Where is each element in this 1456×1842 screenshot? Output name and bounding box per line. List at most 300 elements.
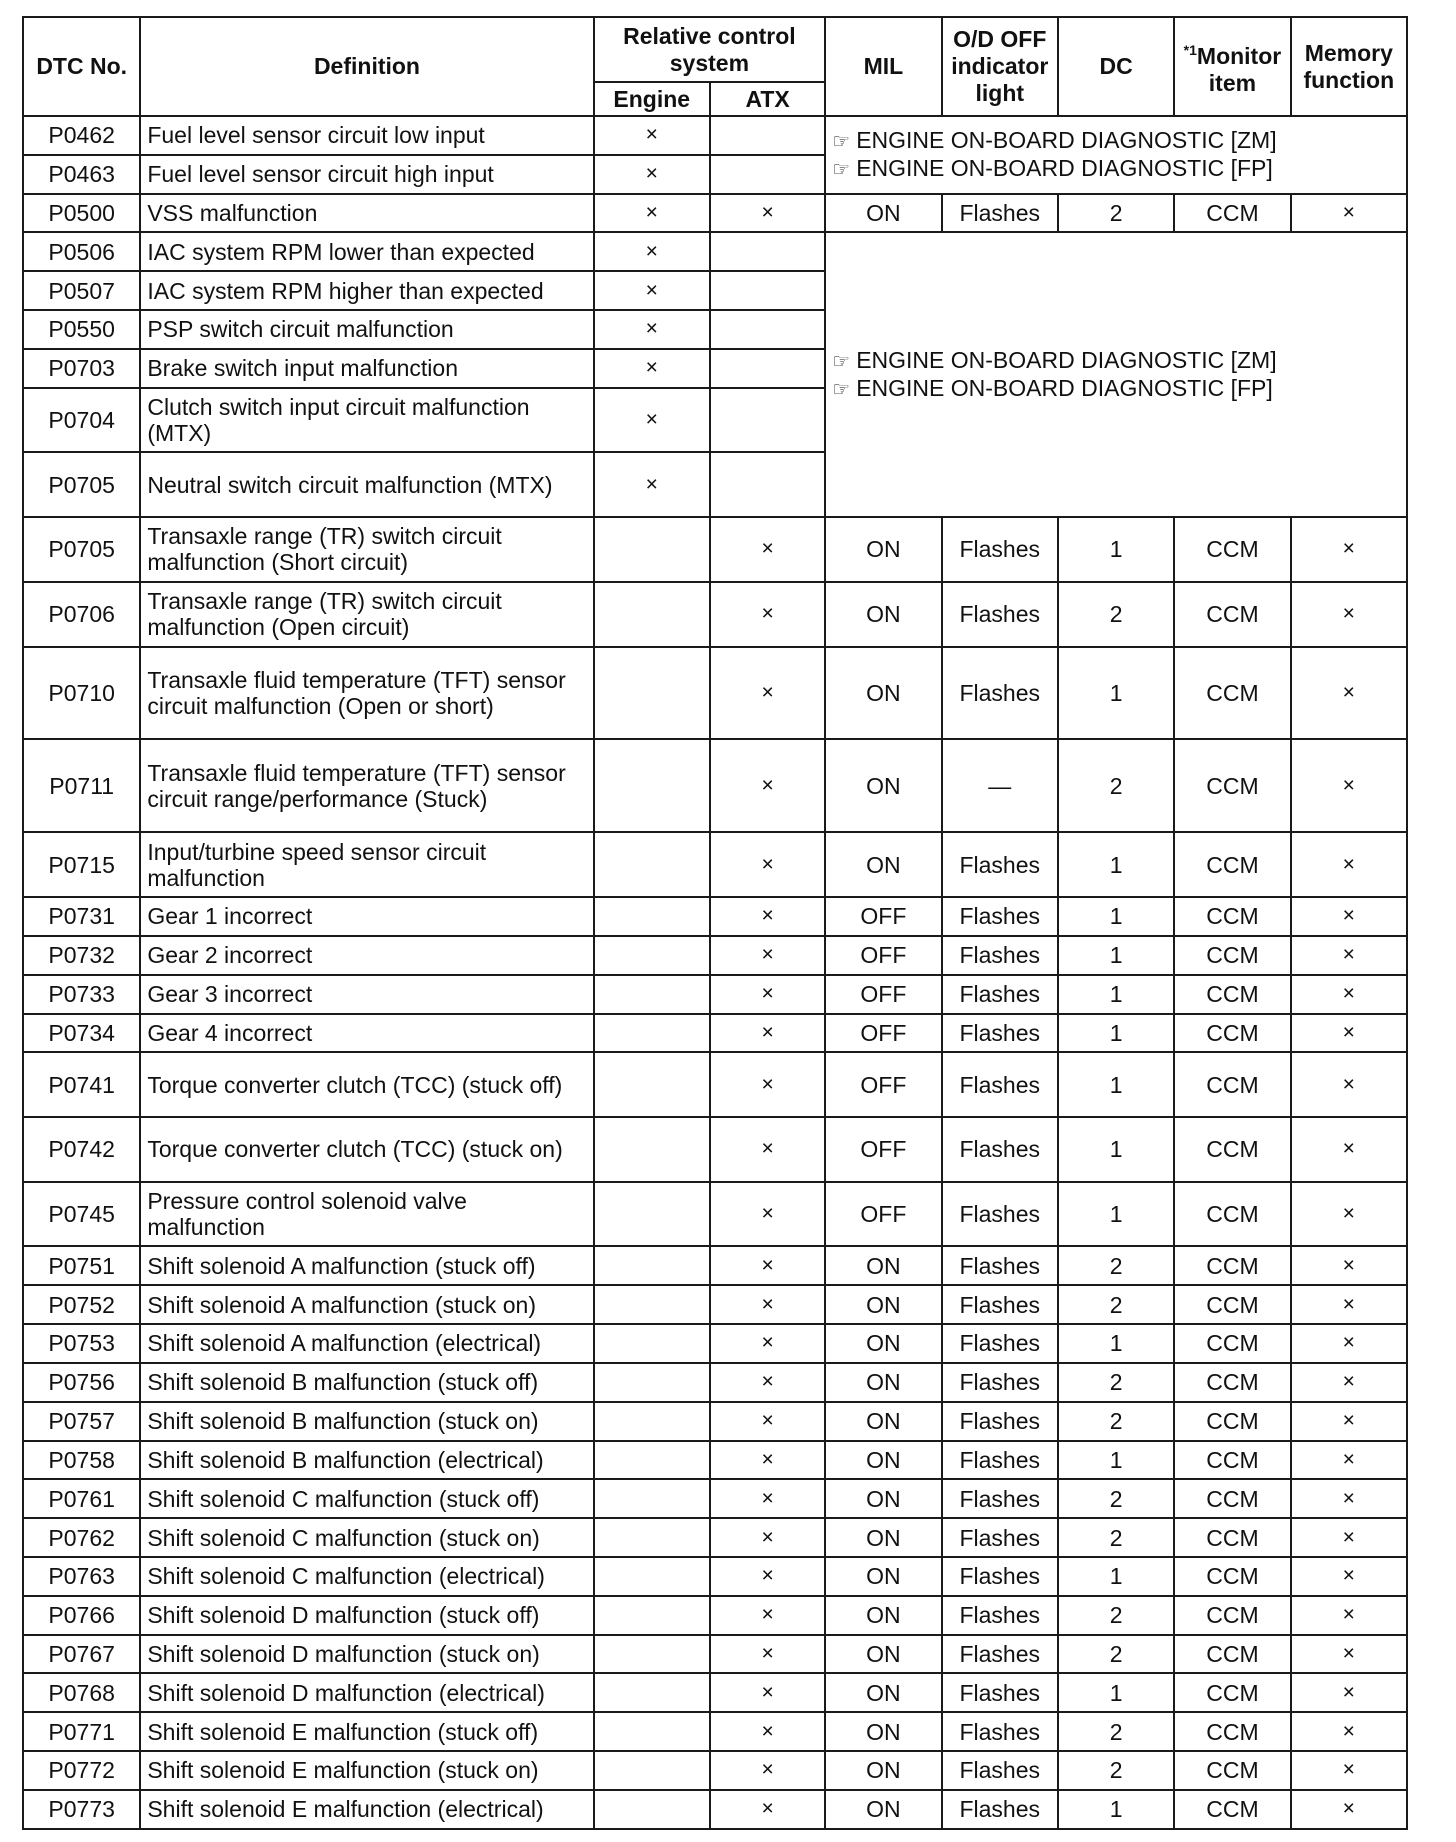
engine-mark-cell: × xyxy=(594,271,710,310)
engine-mark-cell xyxy=(594,582,710,647)
definition-cell: Transaxle fluid temperature (TFT) sensor circuit range/performance (Stuck) xyxy=(140,739,593,832)
mil-cell: OFF xyxy=(825,897,941,936)
dtc-code-cell: P0732 xyxy=(23,936,140,975)
atx-mark-cell: × xyxy=(710,194,825,233)
dtc-code-cell: P0715 xyxy=(23,832,140,897)
reference-text-fp: ENGINE ON-BOARD DIAGNOSTIC [FP] xyxy=(856,374,1273,401)
dtc-code-cell: P0706 xyxy=(23,582,140,647)
od-off-light-cell: Flashes xyxy=(942,1712,1058,1751)
engine-mark-cell xyxy=(594,936,710,975)
monitor-item-cell: CCM xyxy=(1174,897,1290,936)
atx-mark-cell xyxy=(710,388,825,453)
table-header xyxy=(23,17,1407,116)
engine-mark-cell xyxy=(594,1402,710,1441)
definition-cell: Transaxle fluid temperature (TFT) sensor circuit malfunction (Open or short) xyxy=(140,647,593,740)
atx-mark-cell xyxy=(710,116,825,155)
atx-mark-cell: × xyxy=(710,832,825,897)
od-off-light-cell: Flashes xyxy=(942,1479,1058,1518)
dc-cell: 2 xyxy=(1058,1518,1174,1557)
table-row xyxy=(23,517,1407,582)
dtc-code-cell: P0734 xyxy=(23,1014,140,1053)
monitor-item-cell: CCM xyxy=(1174,1246,1290,1285)
dc-cell: 1 xyxy=(1058,1441,1174,1480)
reference-text-zm: ENGINE ON-BOARD DIAGNOSTIC [ZM] xyxy=(856,346,1277,373)
table-row xyxy=(23,1712,1407,1751)
table-row xyxy=(23,1673,1407,1712)
memory-function-cell: × xyxy=(1291,1246,1407,1285)
dtc-code-cell: P0705 xyxy=(23,517,140,582)
header-definition: Definition xyxy=(140,17,593,116)
od-off-light-cell: Flashes xyxy=(942,1324,1058,1363)
memory-function-cell: × xyxy=(1291,975,1407,1014)
header-dc: DC xyxy=(1058,17,1174,116)
memory-function-cell: × xyxy=(1291,1285,1407,1324)
table-row xyxy=(23,897,1407,936)
memory-function-cell: × xyxy=(1291,1402,1407,1441)
od-off-light-cell: Flashes xyxy=(942,1246,1058,1285)
engine-mark-cell: × xyxy=(594,349,710,388)
definition-cell: Neutral switch circuit malfunction (MTX) xyxy=(140,452,593,517)
header-monitor-item-label: Monitor item xyxy=(1196,42,1282,96)
mil-cell: ON xyxy=(825,1557,941,1596)
atx-mark-cell: × xyxy=(710,975,825,1014)
dtc-code-cell: P0763 xyxy=(23,1557,140,1596)
atx-mark-cell: × xyxy=(710,1285,825,1324)
dtc-code-cell: P0768 xyxy=(23,1673,140,1712)
memory-function-cell: × xyxy=(1291,1673,1407,1712)
definition-cell: Shift solenoid B malfunction (stuck off) xyxy=(140,1363,593,1402)
atx-mark-cell: × xyxy=(710,1363,825,1402)
definition-cell: Brake switch input malfunction xyxy=(140,349,593,388)
dtc-code-cell: P0742 xyxy=(23,1117,140,1182)
dtc-code-cell: P0745 xyxy=(23,1182,140,1247)
header-engine: Engine xyxy=(594,82,710,116)
od-off-light-cell: Flashes xyxy=(942,1635,1058,1674)
monitor-item-cell: CCM xyxy=(1174,1790,1290,1829)
atx-mark-cell: × xyxy=(710,1246,825,1285)
table-row xyxy=(23,1479,1407,1518)
engine-mark-cell xyxy=(594,1117,710,1182)
header-mil: MIL xyxy=(825,17,941,116)
monitor-item-cell: CCM xyxy=(1174,517,1290,582)
atx-mark-cell: × xyxy=(710,936,825,975)
definition-cell: Shift solenoid E malfunction (stuck on) xyxy=(140,1751,593,1790)
dtc-code-cell: P0733 xyxy=(23,975,140,1014)
dc-cell: 2 xyxy=(1058,1246,1174,1285)
dtc-code-cell: P0711 xyxy=(23,739,140,832)
table-row xyxy=(23,1402,1407,1441)
dc-cell: 2 xyxy=(1058,1712,1174,1751)
od-off-light-cell: Flashes xyxy=(942,1014,1058,1053)
mil-cell: ON xyxy=(825,1673,941,1712)
engine-mark-cell xyxy=(594,1182,710,1247)
dtc-code-cell: P0550 xyxy=(23,310,140,349)
dtc-code-cell: P0462 xyxy=(23,116,140,155)
monitor-item-cell: CCM xyxy=(1174,1751,1290,1790)
memory-function-cell: × xyxy=(1291,194,1407,233)
atx-mark-cell: × xyxy=(710,1402,825,1441)
atx-mark-cell: × xyxy=(710,1751,825,1790)
mil-cell: ON xyxy=(825,1596,941,1635)
engine-diagnostic-reference xyxy=(825,116,1407,194)
od-off-light-cell: Flashes xyxy=(942,1052,1058,1117)
mil-cell: ON xyxy=(825,1712,941,1751)
definition-cell: IAC system RPM lower than expected xyxy=(140,232,593,271)
dtc-code-cell: P0463 xyxy=(23,155,140,194)
header-memory-function: Memory function xyxy=(1291,17,1407,116)
definition-cell: Shift solenoid B malfunction (stuck on) xyxy=(140,1402,593,1441)
od-off-light-cell: Flashes xyxy=(942,1790,1058,1829)
dc-cell: 1 xyxy=(1058,517,1174,582)
dc-cell: 1 xyxy=(1058,1790,1174,1829)
od-off-light-cell: Flashes xyxy=(942,1182,1058,1247)
header-relative-control-system: Relative control system xyxy=(594,17,826,82)
od-off-light-cell: Flashes xyxy=(942,832,1058,897)
dtc-code-cell: P0704 xyxy=(23,388,140,453)
atx-mark-cell: × xyxy=(710,739,825,832)
definition-cell: Shift solenoid E malfunction (electrical) xyxy=(140,1790,593,1829)
mil-cell: ON xyxy=(825,1751,941,1790)
monitor-item-cell: CCM xyxy=(1174,1182,1290,1247)
atx-mark-cell: × xyxy=(710,582,825,647)
dtc-code-cell: P0773 xyxy=(23,1790,140,1829)
dtc-code-cell: P0500 xyxy=(23,194,140,233)
reference-text-zm: ENGINE ON-BOARD DIAGNOSTIC [ZM] xyxy=(856,126,1277,153)
atx-mark-cell xyxy=(710,271,825,310)
od-off-light-cell: Flashes xyxy=(942,975,1058,1014)
table-row xyxy=(23,647,1407,740)
atx-mark-cell: × xyxy=(710,647,825,740)
table-row xyxy=(23,936,1407,975)
definition-cell: Fuel level sensor circuit high input xyxy=(140,155,593,194)
dc-cell: 1 xyxy=(1058,936,1174,975)
mil-cell: OFF xyxy=(825,1014,941,1053)
atx-mark-cell xyxy=(710,310,825,349)
table-row xyxy=(23,1363,1407,1402)
engine-mark-cell xyxy=(594,1635,710,1674)
od-off-light-cell: Flashes xyxy=(942,647,1058,740)
dc-cell: 1 xyxy=(1058,1324,1174,1363)
dtc-code-cell: P0771 xyxy=(23,1712,140,1751)
engine-mark-cell: × xyxy=(594,452,710,517)
pointing-hand-icon: ☞ xyxy=(832,130,851,153)
table-row xyxy=(23,1751,1407,1790)
atx-mark-cell: × xyxy=(710,1052,825,1117)
definition-cell: Clutch switch input circuit malfunction (MTX) xyxy=(140,388,593,453)
monitor-item-cell: CCM xyxy=(1174,1479,1290,1518)
definition-cell: PSP switch circuit malfunction xyxy=(140,310,593,349)
atx-mark-cell: × xyxy=(710,1673,825,1712)
definition-cell: Shift solenoid C malfunction (stuck on) xyxy=(140,1518,593,1557)
reference-text-fp: ENGINE ON-BOARD DIAGNOSTIC [FP] xyxy=(856,154,1273,181)
definition-cell: Shift solenoid B malfunction (electrical) xyxy=(140,1441,593,1480)
dc-cell: 2 xyxy=(1058,1751,1174,1790)
monitor-item-cell: CCM xyxy=(1174,1557,1290,1596)
table-row xyxy=(23,1441,1407,1480)
od-off-light-cell: Flashes xyxy=(942,1751,1058,1790)
definition-cell: Gear 2 incorrect xyxy=(140,936,593,975)
dtc-code-cell: P0758 xyxy=(23,1441,140,1480)
dtc-code-cell: P0766 xyxy=(23,1596,140,1635)
pointing-hand-icon: ☞ xyxy=(832,378,851,401)
engine-mark-cell xyxy=(594,1363,710,1402)
definition-cell: Torque converter clutch (TCC) (stuck on) xyxy=(140,1117,593,1182)
monitor-item-cell: CCM xyxy=(1174,1014,1290,1053)
mil-cell: ON xyxy=(825,1402,941,1441)
od-off-light-cell: Flashes xyxy=(942,1363,1058,1402)
dc-cell: 1 xyxy=(1058,1182,1174,1247)
memory-function-cell: × xyxy=(1291,832,1407,897)
table-row xyxy=(23,116,1407,155)
engine-mark-cell xyxy=(594,1246,710,1285)
engine-mark-cell: × xyxy=(594,388,710,453)
mil-cell: ON xyxy=(825,1441,941,1480)
engine-mark-cell xyxy=(594,1479,710,1518)
engine-mark-cell: × xyxy=(594,116,710,155)
memory-function-cell: × xyxy=(1291,1712,1407,1751)
mil-cell: ON xyxy=(825,582,941,647)
memory-function-cell: × xyxy=(1291,1751,1407,1790)
dtc-code-cell: P0741 xyxy=(23,1052,140,1117)
od-off-light-cell: Flashes xyxy=(942,1596,1058,1635)
mil-cell: ON xyxy=(825,1246,941,1285)
dtc-code-cell: P0767 xyxy=(23,1635,140,1674)
memory-function-cell: × xyxy=(1291,1014,1407,1053)
dc-cell: 1 xyxy=(1058,1052,1174,1117)
monitor-item-cell: CCM xyxy=(1174,1363,1290,1402)
memory-function-cell: × xyxy=(1291,517,1407,582)
od-off-light-cell: Flashes xyxy=(942,1673,1058,1712)
table-row xyxy=(23,1246,1407,1285)
table-row xyxy=(23,1285,1407,1324)
atx-mark-cell xyxy=(710,155,825,194)
dtc-code-cell: P0705 xyxy=(23,452,140,517)
od-off-light-cell: Flashes xyxy=(942,517,1058,582)
od-off-light-cell: Flashes xyxy=(942,1441,1058,1480)
definition-cell: Shift solenoid D malfunction (electrical) xyxy=(140,1673,593,1712)
header-atx: ATX xyxy=(710,82,825,116)
mil-cell: OFF xyxy=(825,1117,941,1182)
definition-cell: Transaxle range (TR) switch circuit malfunction (Open circuit) xyxy=(140,582,593,647)
engine-mark-cell: × xyxy=(594,232,710,271)
definition-cell: Pressure control solenoid valve malfunction xyxy=(140,1182,593,1247)
dc-cell: 2 xyxy=(1058,1479,1174,1518)
dc-cell: 2 xyxy=(1058,194,1174,233)
pointing-hand-icon: ☞ xyxy=(832,350,851,373)
mil-cell: ON xyxy=(825,1324,941,1363)
mil-cell: ON xyxy=(825,1635,941,1674)
monitor-item-cell: CCM xyxy=(1174,936,1290,975)
atx-mark-cell: × xyxy=(710,1635,825,1674)
atx-mark-cell: × xyxy=(710,1182,825,1247)
od-off-light-cell: Flashes xyxy=(942,1402,1058,1441)
engine-mark-cell: × xyxy=(594,155,710,194)
od-off-light-cell: Flashes xyxy=(942,1557,1058,1596)
table-row xyxy=(23,832,1407,897)
dc-cell: 2 xyxy=(1058,1363,1174,1402)
atx-mark-cell: × xyxy=(710,1712,825,1751)
table-row xyxy=(23,1518,1407,1557)
table-row xyxy=(23,1790,1407,1829)
atx-mark-cell: × xyxy=(710,897,825,936)
mil-cell: OFF xyxy=(825,1182,941,1247)
monitor-item-cell: CCM xyxy=(1174,647,1290,740)
mil-cell: ON xyxy=(825,832,941,897)
mil-cell: ON xyxy=(825,1285,941,1324)
od-off-light-cell: Flashes xyxy=(942,1117,1058,1182)
engine-mark-cell xyxy=(594,517,710,582)
memory-function-cell: × xyxy=(1291,1557,1407,1596)
definition-cell: Shift solenoid D malfunction (stuck on) xyxy=(140,1635,593,1674)
dtc-code-cell: P0757 xyxy=(23,1402,140,1441)
dtc-code-cell: P0507 xyxy=(23,271,140,310)
dc-cell: 1 xyxy=(1058,1117,1174,1182)
monitor-item-cell: CCM xyxy=(1174,975,1290,1014)
engine-mark-cell xyxy=(594,1557,710,1596)
atx-mark-cell: × xyxy=(710,1479,825,1518)
atx-mark-cell: × xyxy=(710,1518,825,1557)
dc-cell: 2 xyxy=(1058,1635,1174,1674)
table-row xyxy=(23,1557,1407,1596)
dtc-code-cell: P0753 xyxy=(23,1324,140,1363)
dtc-code-cell: P0752 xyxy=(23,1285,140,1324)
monitor-item-cell: CCM xyxy=(1174,1324,1290,1363)
table-row xyxy=(23,1596,1407,1635)
table-row xyxy=(23,1014,1407,1053)
definition-cell: Shift solenoid C malfunction (electrical) xyxy=(140,1557,593,1596)
memory-function-cell: × xyxy=(1291,936,1407,975)
header-monitor-item xyxy=(1174,17,1290,116)
monitor-item-cell: CCM xyxy=(1174,582,1290,647)
od-off-light-cell: Flashes xyxy=(942,897,1058,936)
atx-mark-cell: × xyxy=(710,1117,825,1182)
monitor-item-cell: CCM xyxy=(1174,1117,1290,1182)
dc-cell: 1 xyxy=(1058,975,1174,1014)
memory-function-cell: × xyxy=(1291,582,1407,647)
monitor-item-cell: CCM xyxy=(1174,1285,1290,1324)
definition-cell: Input/turbine speed sensor circuit malfunction xyxy=(140,832,593,897)
definition-cell: IAC system RPM higher than expected xyxy=(140,271,593,310)
dtc-code-cell: P0762 xyxy=(23,1518,140,1557)
monitor-item-cell: CCM xyxy=(1174,1441,1290,1480)
atx-mark-cell: × xyxy=(710,517,825,582)
monitor-item-cell: CCM xyxy=(1174,1673,1290,1712)
table-row xyxy=(23,1324,1407,1363)
monitor-item-cell: CCM xyxy=(1174,1635,1290,1674)
dtc-code-cell: P0756 xyxy=(23,1363,140,1402)
table-row xyxy=(23,1182,1407,1247)
memory-function-cell: × xyxy=(1291,1596,1407,1635)
dc-cell: 2 xyxy=(1058,1596,1174,1635)
definition-cell: Shift solenoid D malfunction (stuck off) xyxy=(140,1596,593,1635)
engine-mark-cell xyxy=(594,1790,710,1829)
engine-mark-cell xyxy=(594,1324,710,1363)
mil-cell: ON xyxy=(825,739,941,832)
definition-cell: Torque converter clutch (TCC) (stuck off) xyxy=(140,1052,593,1117)
engine-mark-cell xyxy=(594,1712,710,1751)
mil-cell: OFF xyxy=(825,975,941,1014)
engine-mark-cell xyxy=(594,1518,710,1557)
memory-function-cell: × xyxy=(1291,1117,1407,1182)
table-row xyxy=(23,1635,1407,1674)
mil-cell: OFF xyxy=(825,936,941,975)
dtc-table xyxy=(22,16,1408,1830)
dc-cell: 1 xyxy=(1058,832,1174,897)
od-off-light-cell: Flashes xyxy=(942,936,1058,975)
mil-cell: OFF xyxy=(825,1052,941,1117)
atx-mark-cell xyxy=(710,452,825,517)
mil-cell: ON xyxy=(825,517,941,582)
atx-mark-cell: × xyxy=(710,1014,825,1053)
od-off-light-cell: Flashes xyxy=(942,582,1058,647)
table-row xyxy=(23,1117,1407,1182)
header-dtc-no: DTC No. xyxy=(23,17,140,116)
memory-function-cell: × xyxy=(1291,1052,1407,1117)
memory-function-cell: × xyxy=(1291,1479,1407,1518)
memory-function-cell: × xyxy=(1291,1518,1407,1557)
memory-function-cell: × xyxy=(1291,1324,1407,1363)
od-off-light-cell: Flashes xyxy=(942,194,1058,233)
definition-cell: Shift solenoid A malfunction (stuck on) xyxy=(140,1285,593,1324)
mil-cell: ON xyxy=(825,1363,941,1402)
reference-link-zm[interactable] xyxy=(832,347,1400,375)
mil-cell: ON xyxy=(825,194,941,233)
memory-function-cell: × xyxy=(1291,739,1407,832)
dc-cell: 1 xyxy=(1058,897,1174,936)
atx-mark-cell: × xyxy=(710,1557,825,1596)
monitor-item-cell: CCM xyxy=(1174,1518,1290,1557)
engine-mark-cell xyxy=(594,647,710,740)
engine-diagnostic-reference xyxy=(825,232,1407,517)
definition-cell: Gear 4 incorrect xyxy=(140,1014,593,1053)
engine-mark-cell: × xyxy=(594,310,710,349)
engine-mark-cell xyxy=(594,1751,710,1790)
reference-link-fp[interactable] xyxy=(832,155,1400,183)
table-row xyxy=(23,975,1407,1014)
od-off-light-cell: — xyxy=(942,739,1058,832)
dtc-code-cell: P0703 xyxy=(23,349,140,388)
engine-mark-cell xyxy=(594,1052,710,1117)
monitor-item-cell: CCM xyxy=(1174,1052,1290,1117)
dtc-code-cell: P0731 xyxy=(23,897,140,936)
reference-link-zm[interactable] xyxy=(832,127,1400,155)
table-row xyxy=(23,194,1407,233)
atx-mark-cell: × xyxy=(710,1441,825,1480)
memory-function-cell: × xyxy=(1291,647,1407,740)
mil-cell: ON xyxy=(825,1479,941,1518)
dc-cell: 2 xyxy=(1058,582,1174,647)
od-off-light-cell: Flashes xyxy=(942,1518,1058,1557)
definition-cell: Shift solenoid E malfunction (stuck off) xyxy=(140,1712,593,1751)
definition-cell: Transaxle range (TR) switch circuit malfunction (Short circuit) xyxy=(140,517,593,582)
table-row xyxy=(23,232,1407,271)
memory-function-cell: × xyxy=(1291,1635,1407,1674)
dtc-code-cell: P0710 xyxy=(23,647,140,740)
header-od-off-indicator-light: O/D OFF indicator light xyxy=(942,17,1058,116)
od-off-light-cell: Flashes xyxy=(942,1285,1058,1324)
definition-cell: Gear 3 incorrect xyxy=(140,975,593,1014)
reference-link-fp[interactable] xyxy=(832,375,1400,403)
engine-mark-cell xyxy=(594,832,710,897)
dc-cell: 2 xyxy=(1058,739,1174,832)
footnote-marker: *1 xyxy=(1183,41,1197,58)
mil-cell: ON xyxy=(825,1790,941,1829)
monitor-item-cell: CCM xyxy=(1174,739,1290,832)
dc-cell: 2 xyxy=(1058,1402,1174,1441)
memory-function-cell: × xyxy=(1291,1790,1407,1829)
table-row xyxy=(23,739,1407,832)
atx-mark-cell: × xyxy=(710,1596,825,1635)
